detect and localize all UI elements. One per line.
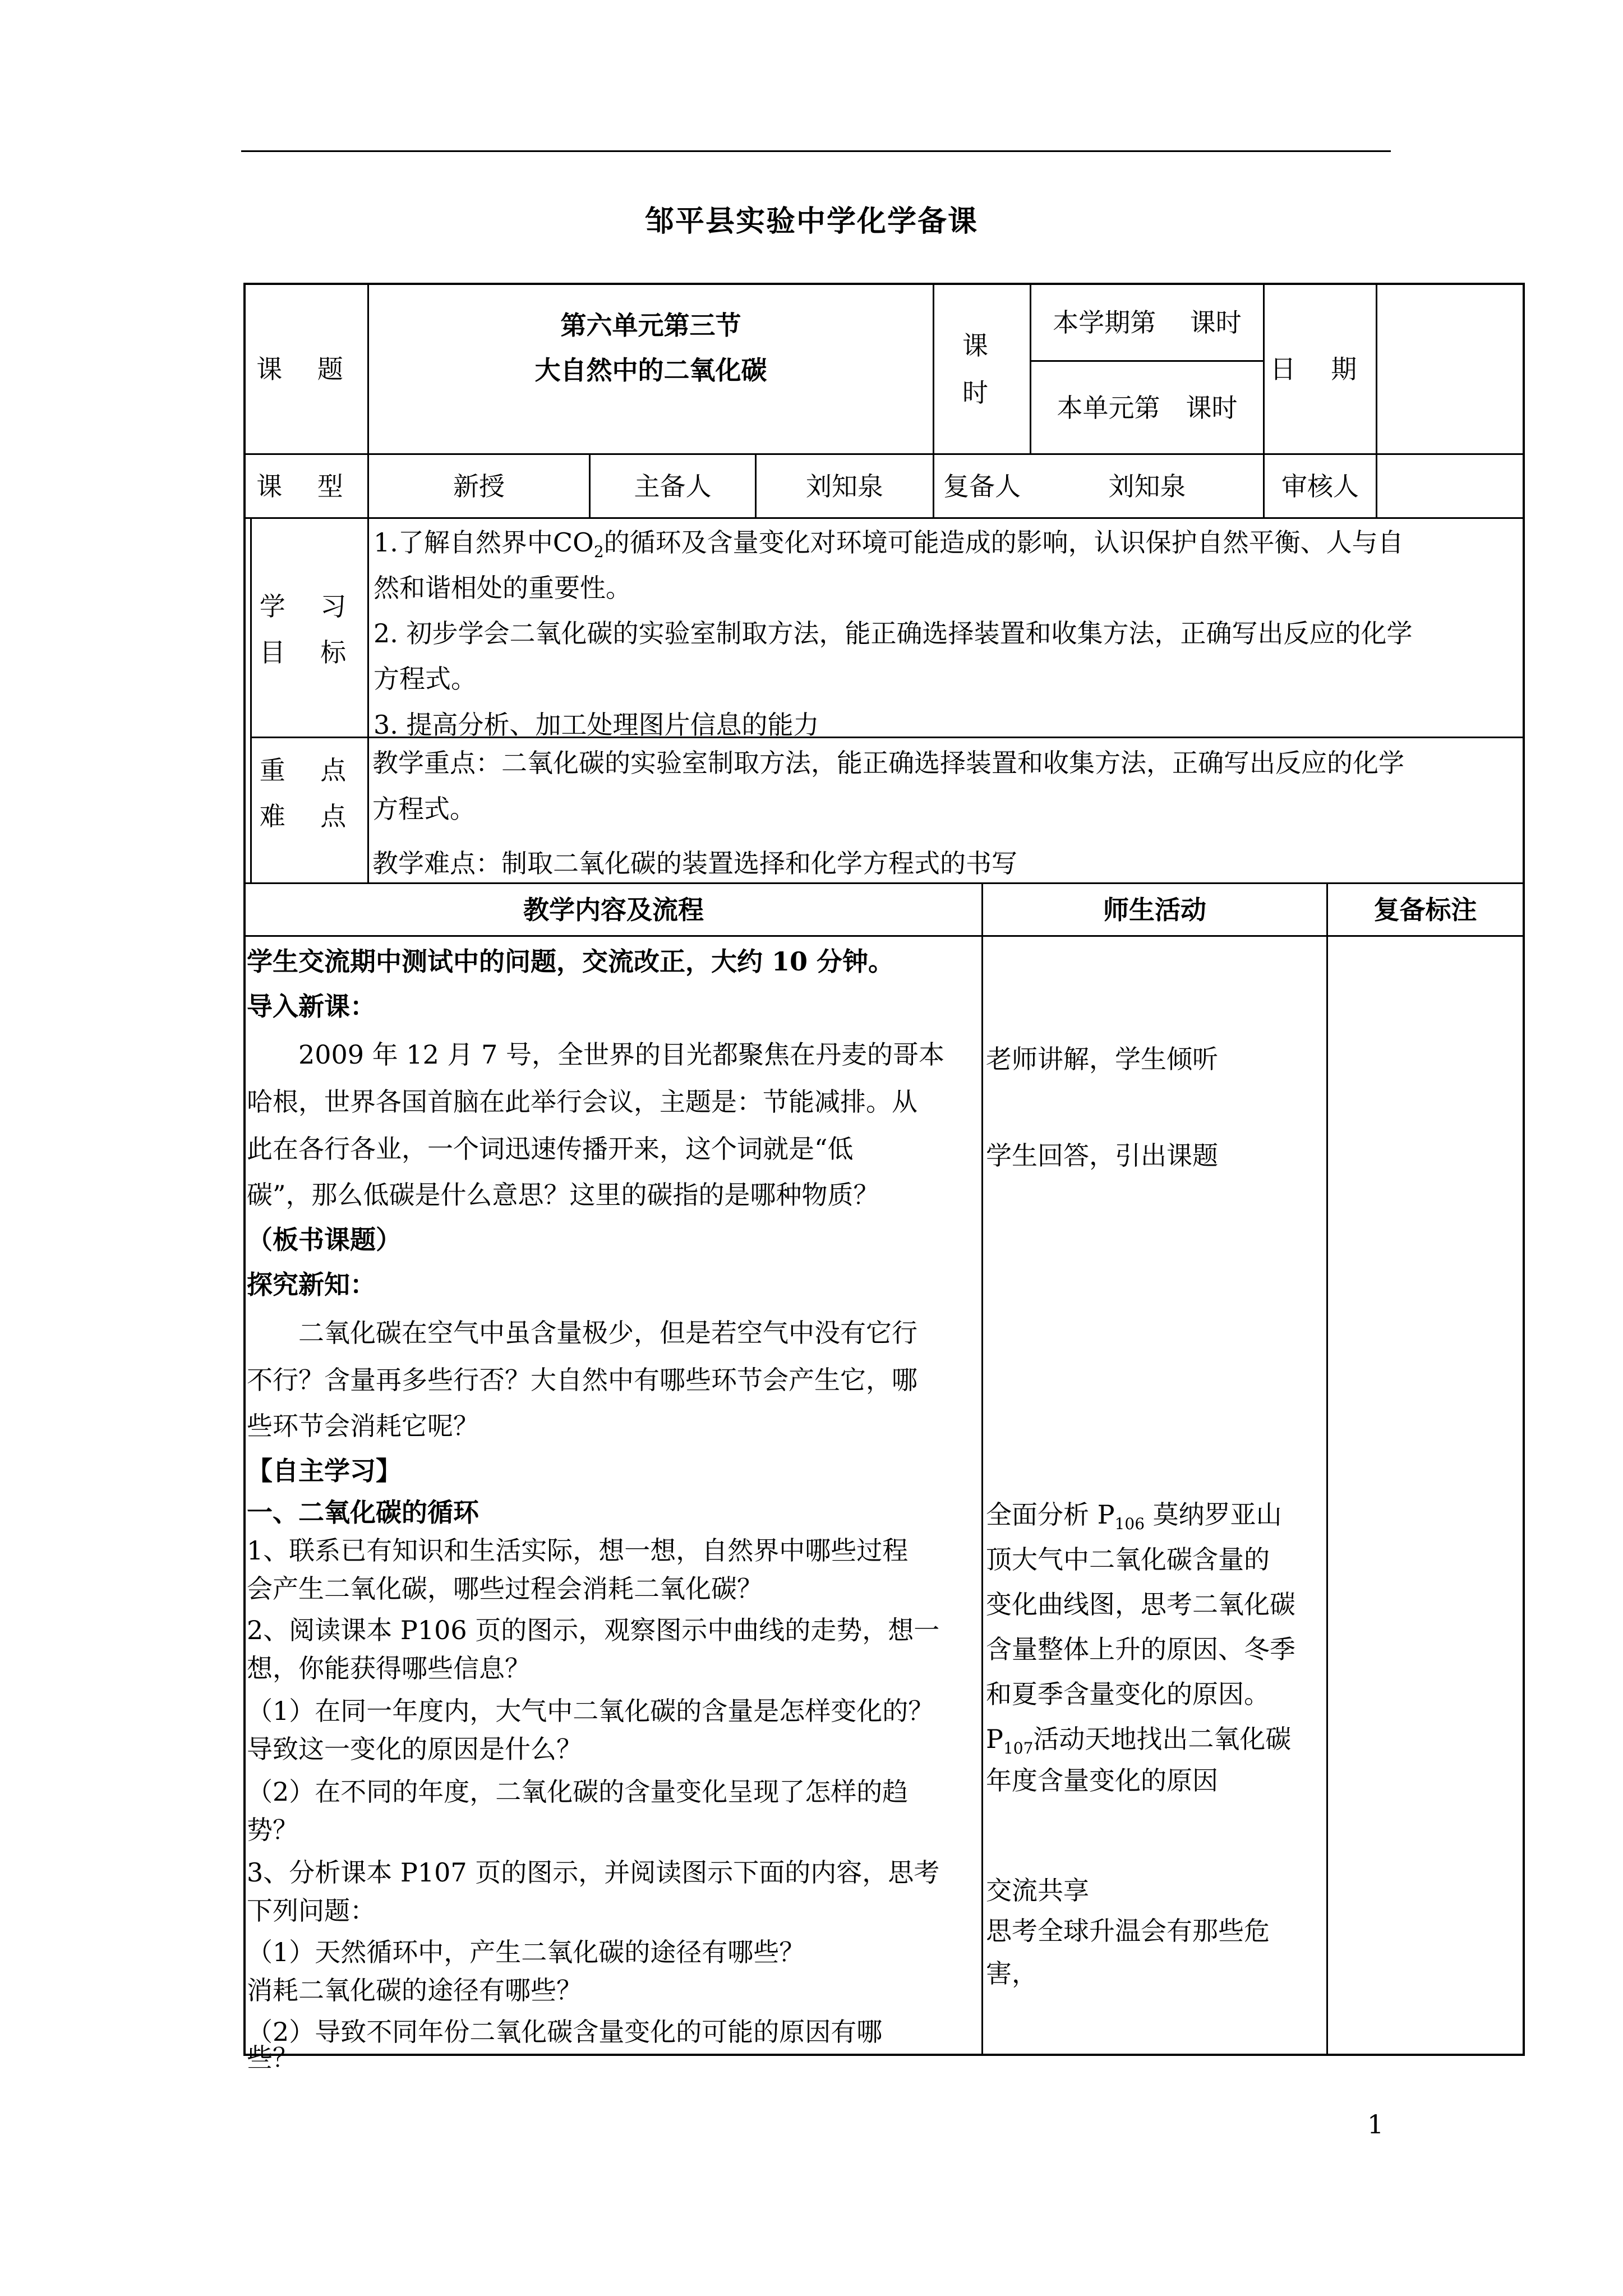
period-label: 课 时 bbox=[962, 330, 1002, 408]
activity-line: 交流共享 bbox=[986, 1875, 1089, 1906]
date-label: 日 期 bbox=[1270, 354, 1371, 384]
objective-line-4: 方程式。 bbox=[374, 664, 477, 694]
content-line: 哈根，世界各国首脑在此举行会议，主题是：节能减排。从 bbox=[247, 1087, 917, 1117]
content-line: 此在各行各业，一个词迅速传播开来，这个词就是“低 bbox=[247, 1134, 854, 1164]
flow-header-notes: 复备标注 bbox=[1373, 894, 1477, 925]
content-line: 2、阅读课本 P106 页的图示，观察图示中曲线的走势，想一 bbox=[247, 1615, 940, 1645]
content-line: 些？ bbox=[247, 2042, 298, 2073]
objective-line-1-start: 1.了解自然界中 bbox=[374, 527, 553, 558]
period-semester: 本学期第 课时 bbox=[1053, 307, 1242, 338]
content-line: 会产生二氧化碳，哪些过程会消耗二氧化碳？ bbox=[247, 1573, 763, 1604]
co2-subscript: 2 bbox=[593, 542, 604, 562]
table-border-right bbox=[1523, 283, 1525, 2055]
table-border-left bbox=[243, 283, 246, 2055]
content-line: 一、二氧化碳的循环 bbox=[247, 1497, 479, 1527]
page-title: 邹平县实验中学化学备课 bbox=[644, 204, 978, 238]
period-unit: 本单元第 课时 bbox=[1057, 392, 1238, 423]
objective-line-5: 3. 提高分析、加工处理图片信息的能力 bbox=[374, 710, 819, 740]
notes-cell[interactable] bbox=[1328, 937, 1523, 2054]
activity-line: 思考全球升温会有那些危 bbox=[986, 1916, 1270, 1946]
objectives-label-2: 目 标 bbox=[259, 637, 360, 668]
activity-line-a03-start: 全面分析 P bbox=[986, 1499, 1115, 1530]
co-prep-value: 刘知泉 bbox=[1108, 471, 1186, 501]
reviewer-label: 审核人 bbox=[1281, 471, 1359, 501]
reviewer-value[interactable] bbox=[1377, 455, 1523, 517]
content-line: 导致这一变化的原因是什么？ bbox=[247, 1734, 582, 1764]
activity-line-a08-start: P bbox=[986, 1724, 1003, 1754]
activity-line: 顶大气中二氧化碳含量的 bbox=[986, 1544, 1270, 1575]
col-line-flow-content bbox=[981, 882, 983, 2055]
activity-line-a03-end: 莫纳罗亚山 bbox=[1145, 1499, 1282, 1530]
topic-title-cell bbox=[369, 285, 933, 453]
activity-line: 和夏季含量变化的原因。 bbox=[986, 1679, 1270, 1709]
content-line: 势？ bbox=[247, 1815, 298, 1845]
objectives-label-1: 学 习 bbox=[259, 591, 360, 622]
topic-label: 课 题 bbox=[256, 354, 357, 384]
content-line: 些环节会消耗它呢？ bbox=[247, 1411, 479, 1441]
content-line: 3、分析课本 P107 页的图示，并阅读图示下面的内容，思考 bbox=[247, 1857, 940, 1888]
keypoints-label-1: 重 点 bbox=[259, 755, 360, 785]
content-line: （2）在不同的年度，二氧化碳的含量变化呈现了怎样的趋 bbox=[247, 1777, 909, 1807]
page-ref-subscript: 106 bbox=[1114, 1515, 1145, 1534]
content-line: 探究新知： bbox=[247, 1269, 376, 1300]
co2-formula: CO bbox=[552, 527, 594, 558]
content-line: 下列问题： bbox=[247, 1895, 376, 1926]
content-line: 导入新课： bbox=[247, 991, 376, 1022]
content-line: 学生交流期中测试中的问题，交流改正，大约 10 分钟。 bbox=[247, 946, 895, 977]
activity-line-a08-end: 活动天地找出二氧化碳 bbox=[1033, 1724, 1292, 1754]
flow-header-activity: 师生活动 bbox=[1103, 894, 1206, 925]
topic-line-1: 第六单元第三节 bbox=[560, 310, 741, 341]
content-line: （1）在同一年度内，大气中二氧化碳的含量是怎样变化的？ bbox=[247, 1696, 934, 1726]
activity-line: 老师讲解，学生倾听 bbox=[986, 1044, 1218, 1074]
keypoint-line-3: 教学难点：制取二氧化碳的装置选择和化学方程式的书写 bbox=[372, 848, 1017, 878]
date-value[interactable] bbox=[1377, 285, 1523, 453]
activity-line: 含量整体上升的原因、冬季 bbox=[986, 1634, 1295, 1664]
activity-line: 害， bbox=[986, 1958, 1038, 1989]
flow-header-content: 教学内容及流程 bbox=[523, 894, 704, 925]
content-line: 二氧化碳在空气中虽含量极少，但是若空气中没有它行 bbox=[247, 1318, 917, 1348]
objectives-label bbox=[252, 583, 367, 675]
content-line: 碳”，那么低碳是什么意思？这里的碳指的是哪种物质？ bbox=[247, 1180, 879, 1210]
activity-line: 变化曲线图，思考二氧化碳 bbox=[986, 1589, 1295, 1619]
co-prep-label: 复备人 bbox=[943, 471, 1021, 501]
keypoints-label bbox=[252, 747, 367, 839]
objective-line-1-end: 的循环及含量变化对环境可能造成的影响，认识保护自然平衡、人与自 bbox=[603, 527, 1404, 558]
content-line: 消耗二氧化碳的途径有哪些？ bbox=[247, 1975, 582, 2005]
content-line: 不行？含量再多些行否？大自然中有哪些环节会产生它，哪 bbox=[247, 1365, 917, 1395]
content-line: （板书课题） bbox=[247, 1225, 402, 1255]
content-line: （2）导致不同年份二氧化碳含量变化的可能的原因有哪 bbox=[247, 2017, 883, 2047]
type-value: 新授 bbox=[453, 471, 505, 501]
objective-line-2: 然和谐相处的重要性。 bbox=[374, 573, 631, 603]
type-label: 课 型 bbox=[256, 471, 357, 501]
topic-line-2: 大自然中的二氧化碳 bbox=[534, 355, 767, 385]
page-number: 1 bbox=[1367, 2109, 1384, 2139]
keypoint-line-2: 方程式。 bbox=[372, 794, 476, 824]
content-line: 【自主学习】 bbox=[247, 1456, 402, 1486]
activity-line: 年度含量变化的原因 bbox=[986, 1765, 1218, 1796]
page-ref-subscript: 107 bbox=[1003, 1739, 1034, 1758]
content-line: 2009 年 12 月 7 号，全世界的目光都聚焦在丹麦的哥本 bbox=[247, 1039, 944, 1070]
activity-line: 学生回答，引出课题 bbox=[986, 1140, 1218, 1171]
content-line: （1）天然循环中，产生二氧化碳的途径有哪些？ bbox=[247, 1937, 805, 1967]
content-line: 1、联系已有知识和生活实际，想一想，自然界中哪些过程 bbox=[247, 1535, 909, 1566]
content-line: 想，你能获得哪些信息？ bbox=[247, 1653, 531, 1683]
objective-line-3: 2. 初步学会二氧化碳的实验室制取方法，能正确选择装置和收集方法，正确写出反应的化学 bbox=[374, 618, 1413, 648]
header-rule bbox=[241, 150, 1391, 152]
main-prep-label: 主备人 bbox=[634, 471, 712, 501]
keypoint-line-1: 教学重点：二氧化碳的实验室制取方法，能正确选择装置和收集方法，正确写出反应的化学 bbox=[372, 748, 1404, 778]
keypoints-label-2: 难 点 bbox=[259, 801, 360, 831]
main-prep-value: 刘知泉 bbox=[806, 471, 883, 501]
